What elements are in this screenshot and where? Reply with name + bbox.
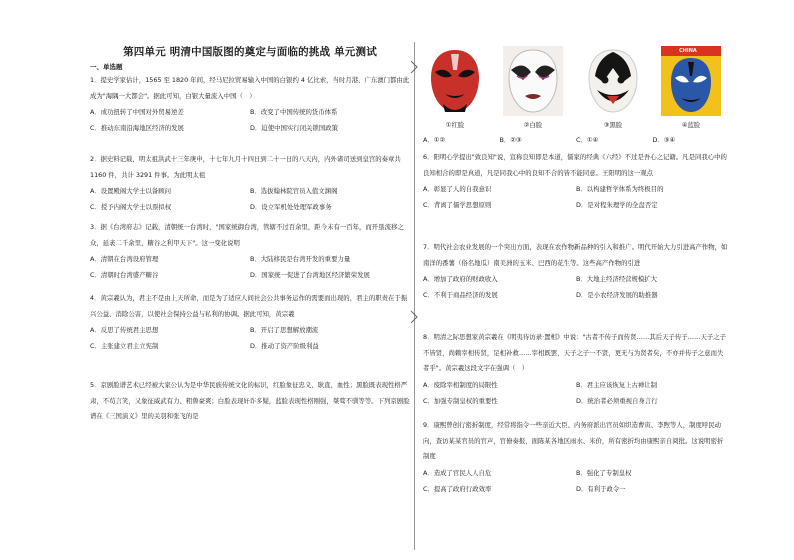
option-a[interactable]: A．废除宰相制度的局限性 (423, 380, 498, 389)
question-6 (423, 150, 729, 213)
option-d[interactable]: D．迫使中国实行闭关锁国政策 (250, 124, 338, 132)
options (90, 322, 410, 354)
option-b[interactable]: B．开启了思想解放潮流 (250, 326, 319, 334)
option-c[interactable]: C．①④ (576, 136, 599, 144)
option-a[interactable]: A．设置殿阁大学士以备顾问 (90, 187, 172, 195)
option-d[interactable]: D．有利于政令一 (576, 484, 626, 493)
question-7 (423, 240, 729, 303)
option-c[interactable]: C．推动东南沿海地区经济的发展 (90, 124, 184, 132)
options (90, 251, 410, 283)
mask-caption-4: ④蓝脸 (681, 121, 701, 129)
options (90, 183, 410, 215)
column-divider (414, 42, 415, 550)
mask-caption-2: ②白脸 (523, 121, 543, 129)
options (423, 465, 729, 497)
question-3 (90, 220, 410, 283)
question-stem: 6．阳明心学提出"致良知"说，宣称良知即是本道，儒家的经典《六经》不过是吾心之记籍。凡是同我心中的良知相合的即是真道，凡是同我心中的良知不合的皆不能同意。王阳明的这一观点 (423, 153, 727, 177)
question-5-options (423, 132, 729, 148)
question-2 (90, 152, 410, 215)
option-b[interactable]: B．君主应该恢复上古禅让制 (576, 380, 658, 389)
option-b[interactable]: B．改变了中国传统的货币体系 (250, 108, 338, 116)
options (423, 377, 729, 409)
section-label: 一、单选题 (90, 63, 123, 71)
option-a[interactable]: A．彰显了人的自我意识 (423, 185, 492, 193)
options (90, 104, 410, 136)
options (423, 132, 729, 148)
option-c[interactable]: C．提高了政府行政效率 (423, 484, 492, 493)
red-opera-mask-icon (425, 46, 485, 116)
option-c[interactable]: C．主张建立君主立宪制 (90, 342, 159, 350)
question-5 (90, 378, 410, 425)
option-d[interactable]: D．设立军机处处理军政事务 (250, 203, 332, 211)
option-c[interactable]: C．授予内阁大学士以票拟权 (90, 203, 172, 211)
binding-mark-icon (410, 310, 418, 324)
opera-mask-images (423, 46, 729, 146)
options (423, 181, 729, 213)
question-stem: 9．康熙曾创行密折制度，经常将指令一些亲近大臣、内务府派出官员如织造曹寅、李煦等人，制度呼民动向，查访某某官员的官声，官僚奏报，面陈某各地区雨水、米价，所有密折均由康熙亲自阅批。这说明密折制度 (423, 421, 724, 460)
options (423, 271, 729, 303)
option-a[interactable]: A．成功扭转了中国对外贸易逆差 (90, 108, 184, 116)
poster-label: CHINA (679, 48, 697, 54)
question-stem: 3．据《台湾府志》记载，清朝统一台湾时，"国家统御台湾，管辖不过百余里，距今未有一百年，而开垦流移之众，延袤二千余里，糖谷之利甲天下"。这一变化说明 (90, 223, 404, 247)
option-a[interactable]: A．造成了官民人人自危 (423, 468, 492, 477)
question-stem: 5．京剧脸谱艺术已经被大家公认为是中华民族传统文化的标识，红脸象征忠义、耿直、血性；黑脸既表现性格严肃，不苟言笑，又象征威武有力、粗鲁豪爽；白脸表现奸诈多疑，蓝脸表现性格刚强，桀骜不驯等等。下列京剧脸谱在《三国演义》里的关羽和张飞的是 (90, 381, 410, 420)
binding-mark-icon (410, 60, 418, 74)
question-stem: 4．黄宗羲认为，君主不是由上天所命，而是为了适应人间社会公共事务运作的需要而出现的，君主的职责在于振兴公益、消除公害，以使社会保持公益与私利的协调。据此可知，黄宗羲 (90, 294, 408, 318)
question-stem: 7．明代社会农业发展的一个突出方面，表现在农作物新品种的引入和推广。明代开始大力引进高产作物，如南洋的番薯（俗名地瓜）南美洲的玉米、巴西的花生等。这些高产作物的引进 (423, 243, 728, 267)
option-d[interactable]: D．国家统一促进了台湾地区经济繁荣发展 (250, 271, 370, 279)
question-4 (90, 291, 410, 354)
option-d[interactable]: D．③④ (652, 136, 676, 144)
question-1 (90, 73, 410, 136)
question-stem: 1．提史学家估计，1565 至 1820 年间，经马尼拉贸易输入中国的白银约 4 亿比索，当时月港、广东澳门都由此成为"海隅一大都会"。据此可知，白银大量流入中国（ ） (90, 76, 410, 100)
option-d[interactable]: D．统治者必须重视自身言行 (576, 396, 658, 405)
black-opera-mask-icon (583, 46, 643, 116)
mask-caption-1: ①红脸 (445, 121, 465, 129)
option-b[interactable]: B．大地主经济经营规模扩大 (576, 275, 658, 283)
option-c[interactable]: C．不利于商品经济的发展 (423, 291, 498, 299)
option-b[interactable]: B．以构建哲学体系为终极目的 (576, 185, 664, 193)
option-c[interactable]: C．清朝时台湾盛产糖谷 (90, 271, 159, 279)
page-title: 第四单元 明清中国版图的奠定与面临的挑战 单元测试 (123, 46, 377, 58)
option-b[interactable]: B．强化了专制皇权 (576, 468, 632, 477)
option-c[interactable]: C．背离了儒学思想原则 (423, 201, 492, 209)
option-a[interactable]: A．清朝在台湾设府管理 (90, 255, 159, 263)
option-d[interactable]: D．推动了资产阶级利益 (250, 342, 319, 350)
question-stem: 8．明清之际思想家黄宗羲在《明夷待访录·置相》中说："古者不传子而传贤……其后天子传子……天子之子不皆贤，尚赖宰相传贤，足相补救……宰相既罢，天子之子一不贤，更无与为贤者矣，不亦并传子之意而失者乎"。黄宗羲这段文字在强调（ ） (423, 333, 727, 372)
option-d[interactable]: D．是小农经济发展的助推器 (576, 291, 658, 299)
option-b[interactable]: B．大陆移民是台湾开发的重要力量 (250, 255, 351, 263)
question-8 (423, 330, 729, 409)
option-b[interactable]: B．选拔翰林院官员入值文渊阁 (250, 187, 338, 195)
question-9 (423, 418, 729, 497)
blue-opera-mask-icon (661, 46, 721, 116)
option-c[interactable]: C．加强专制皇权的重要性 (423, 396, 498, 405)
option-d[interactable]: D．是对程朱理学的全盘否定 (576, 201, 658, 209)
white-opera-mask-icon (503, 46, 563, 116)
option-a[interactable]: A．①② (423, 136, 446, 144)
option-b[interactable]: B．②③ (499, 136, 522, 144)
option-a[interactable]: A．反思了传统君主思想 (90, 326, 159, 334)
option-a[interactable]: A．增加了政府的财政收入 (423, 275, 498, 283)
mask-caption-3: ③黑脸 (603, 121, 623, 129)
question-stem: 2．据史料记载，明太祖洪武十三年庚申，十七年九月十四日到二十一日的八天内，内外诸司送到皇宫的奏章共 1160 件，共计 3291 件事。为此明太祖 (90, 155, 401, 179)
